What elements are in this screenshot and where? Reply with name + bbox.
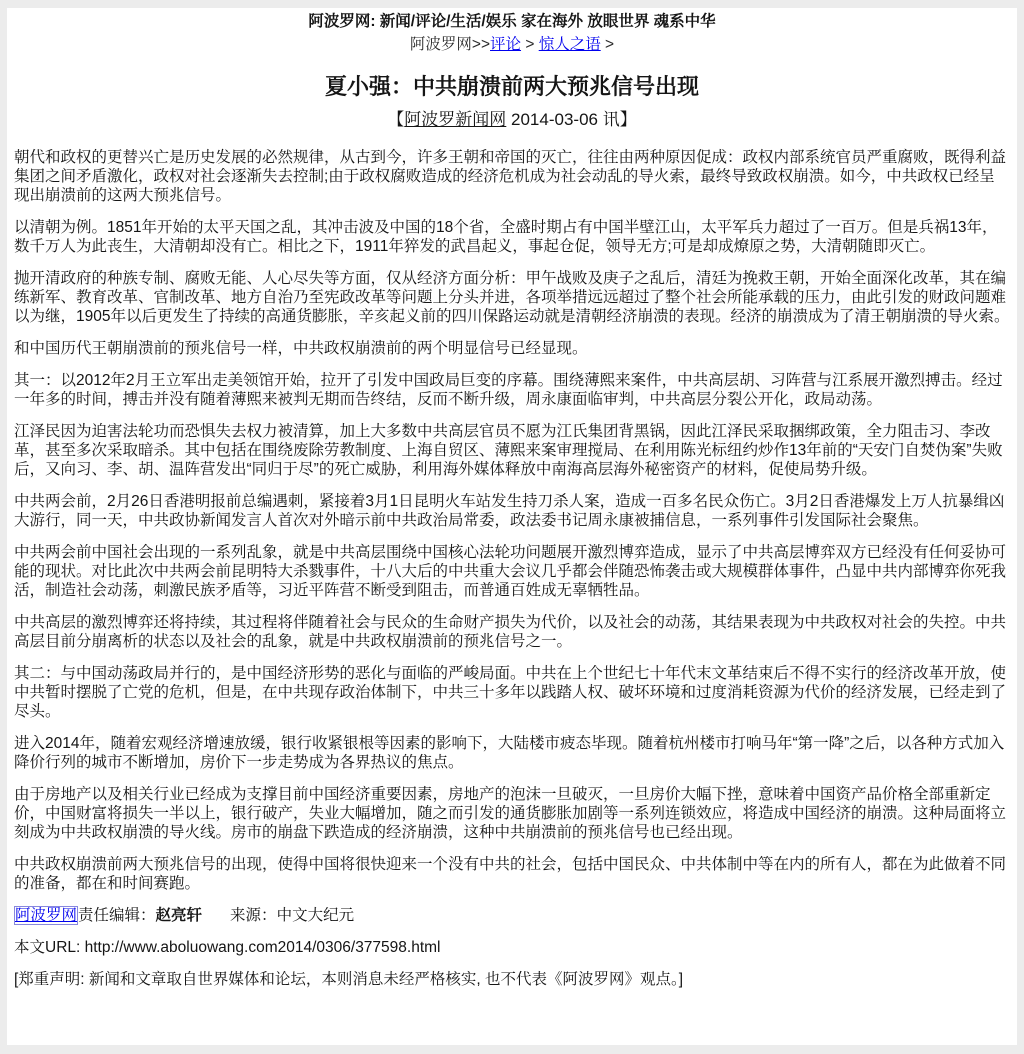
article-paragraph: 以清朝为例。1851年开始的太平天国之乱，其冲击波及中国的18个省，全盛时期占有中国半壁江山，太平军兵力超过了一百万。但是兵祸13年，数千万人为此丧生，大清朝却没有亡。相比之下，1911年猝发的武昌起义，事起仓促，领导无方;可是却成燎原之势，大清朝随即灭亡。 [14,219,998,255]
breadcrumb [14,35,1010,54]
article-paragraph: 其一：以2012年2月王立军出走美领馆开始，拉开了引发中国政局巨变的序幕。围绕薄熙来案件，中共高层胡、习阵营与江系展开激烈搏击。经过一年多的时间，搏击并没有随着薄熙来被判无期而告终结，反而不断升级，周永康面临审判，中共高层分裂公开化，政局动荡。 [14,372,1003,408]
disclaimer-statement: [郑重声明: 新闻和文章取自世界媒体和论坛，本则消息未经严格核实, 也不代表《阿波罗网》观点。] [14,971,684,988]
article-paragraph: 抛开清政府的种族专制、腐败无能、人心尽失等方面，仅从经济方面分析：甲午战败及庚子之乱后，清廷为挽救王朝，开始全面深化改革，其在编练新军、教育改革、官制改革、地方自治乃至宪政改革等问题上分头并进，各项举措远远超过了整个社会所能承载的压力，由此引发的财政问题难以为继，1905年以后更发生了持续的高通货膨胀，辛亥起义前的四川保路运动就是清朝经济崩溃的表现。经济的崩溃成为了清王朝崩溃的导火索。 [14,270,1010,325]
breadcrumb-link-comments[interactable]: 评论 [490,36,522,53]
article-footer [14,906,1010,925]
breadcrumb-home: 阿波罗网>> [409,36,491,53]
breadcrumb-separator: > [521,36,539,53]
article-paragraph: 和中国历代王朝崩溃前的预兆信号一样，中共政权崩溃前的两个明显信号已经显现。 [14,340,588,357]
article-paragraph: 中共高层的激烈博弈还将持续，其过程将伴随着社会与民众的生命财产损失为代价，以及社会的动荡，其结果表现为中共政权对社会的失控。中共高层目前分崩离析的状态以及社会的乱象，就是中共政权崩溃前的预兆信号之一。 [14,614,1007,650]
byline-date: 2014-03-06 讯】 [506,110,637,129]
source-name: 中文大纪元 [276,907,355,924]
byline-source-link[interactable]: 阿波罗新闻网 [404,110,507,129]
article-page [7,8,1017,1045]
article-paragraph: 江泽民因为迫害法轮功而恐惧失去权力被清算，加上大多数中共高层官员不愿为江氏集团背黑锅，因此江泽民采取捆绑政策，全力阻击习、李改革，甚至多次采取暗杀。其中包括在围绕废除劳教制度、上海自贸区、薄熙来案审理搅局、在利用陈光标纽约炒作13年前的“天安门自焚伪案”失败后，又向习、李、胡、温阵营发出“同归于尽”的死亡威胁，利用海外媒体释放中南海高层海外秘密资产的材料，促使局势升级。 [14,423,1003,478]
article-url-line: 本文URL: http://www.aboluowang.com2014/0306/377598.html [14,939,441,956]
page-title: 夏小强：中共崩溃前两大预兆信号出现 [324,74,699,99]
article-paragraph: 中共政权崩溃前两大预兆信号的出现，使得中国将很快迎来一个没有中共的社会，包括中国民众、中共体制中等在内的所有人，都在为此做着不同的准备，都在和时间赛跑。 [14,856,1007,892]
article-paragraph: 其二：与中国动荡政局并行的，是中国经济形势的恶化与面临的严峻局面。中共在上个世纪七十年代末文革结束后不得不实行的经济改革开放，使中共暂时摆脱了亡党的危机，但是，在中共现存政治体制下，中共三十多年以践踏人权、破坏环境和过度消耗资源为代价的经济发展，已经走到了尽头。 [14,665,1007,720]
byline-open-bracket: 【 [387,110,405,129]
editor-name: 赵亮轩 [155,907,203,924]
article-paragraph: 中共两会前，2月26日香港明报前总编遇刺，紧接着3月1日昆明火车站发生持刀杀人案，造成一百多名民众伤亡。3月2日香港爆发上万人抗暴缉凶大游行，同一天，中共政协新闻发言人首次对外暗示前中共政治局常委，政法委书记周永康被捕信息，一系列事件引发国际社会聚焦。 [14,493,1005,529]
article-paragraph: 朝代和政权的更替兴亡是历史发展的必然规律，从古到今，许多王朝和帝国的灭亡，往往由两种原因促成：政权内部系统官员严重腐败，既得利益集团之间矛盾激化，政权对社会逐渐失去控制;由于政权腐败造成的经济危机成为社会动乱的导火索，最终导致政权崩溃。如今，中共政权已经呈现出崩溃前的这两大预兆信号。 [14,149,1007,204]
site-tagline: 阿波罗网: 新闻/评论/生活/娱乐 家在海外 放眼世界 魂系中华 [308,13,716,30]
article-body [14,148,1010,893]
source-info [230,907,354,924]
breadcrumb-trailing-arrow: > [600,36,615,53]
article-paragraph: 中共两会前中国社会出现的一系列乱象，就是中共高层围绕中国核心法轮功问题展开激烈博弈造成，显示了中共高层博弈双方已经没有任何妥协可能的现状。对比此次中共两会前昆明特大杀戮事件，十八大后的中共重大会议几乎都会伴随恐怖袭击或大规模群体事件，凸显中共内部博弈你死我活，制造社会动荡，刺激民族矛盾等，习近平阵营不断受到阻击，而普通百姓成无辜牺牲品。 [14,544,1007,599]
article-paragraph: 进入2014年，随着宏观经济增速放缓，银行收紧银根等因素的影响下，大陆楼市疲态毕现。随着杭州楼市打响马年“第一降”之后，以各种方式加入降价行列的城市不断增加，房价下一步走势成为各界热议的焦点。 [14,735,1005,771]
article-paragraph: 由于房地产以及相关行业已经成为支撑目前中国经济重要因素，房地产的泡沫一旦破灭，一旦房价大幅下挫，意味着中国资产品价格全部重新定价，中国财富将损失一半以上，银行破产，失业大幅增加，随之而引发的通货膨胀加剧等一系列连锁效应，将造成中国经济的崩溃。这种局面将立刻成为中共政权崩溃的导火线。房市的崩盘下跌造成的经济崩溃，这种中共崩溃前的预兆信号也已经出现。 [14,786,1007,841]
footer-site-link[interactable]: 阿波罗网 [15,907,78,924]
byline [14,109,1010,130]
editor-label: 责任编辑： [78,907,156,924]
source-label: 来源： [230,907,277,924]
breadcrumb-link-shocking-words[interactable]: 惊人之语 [538,36,601,53]
